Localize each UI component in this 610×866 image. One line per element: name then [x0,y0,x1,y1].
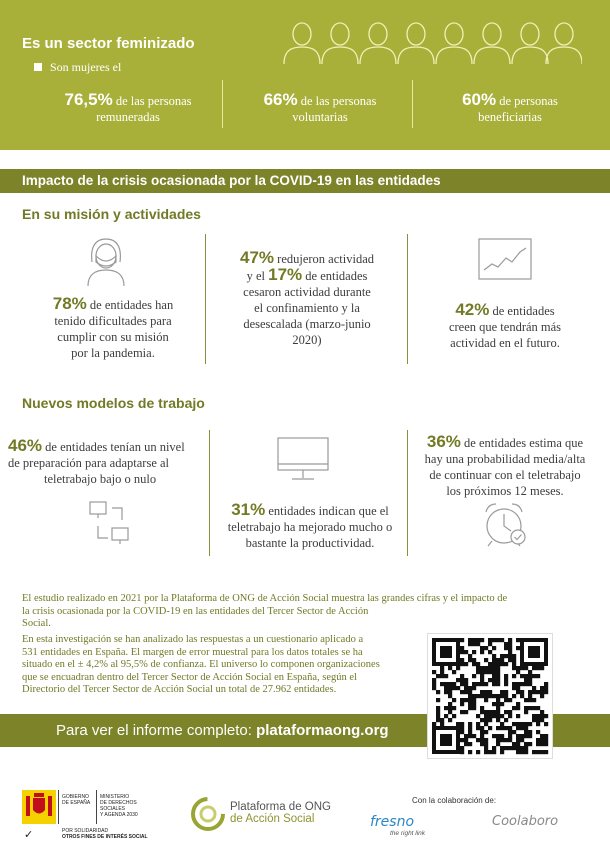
stat-paid: 76,5% de las personas remuneradas [64,90,192,124]
sector-subtitle: Son mujeres el [34,60,121,75]
people-silhouettes-icon [282,20,582,64]
stat-beneficiary: 60% de personas beneficiarias [462,90,558,124]
ministry-text-3: Y AGENDA 2030 [100,812,138,818]
coolaboro-logo [492,814,572,838]
gov-text-1: GOBIERNO [62,794,89,800]
study-paragraph-1: El estudio realizado en 2021 por la Plataforma de ONG de Acción Social muestra las grandes cifras y el impacto de la crisis ocasionada por la COVID-19 en las entidades del Tercer Sector de Acción Social. [22,593,508,630]
stat-productivity: 31% entidades indican que el teletrabajo ha mejorado mucho o bastante la productividad. [227,500,393,550]
monitor-icon [276,436,330,482]
coolaboro-text: Coolaboro [492,814,559,829]
devices-sync-icon [88,500,132,546]
ministry-text-1: MINISTERIO [100,794,130,800]
qr-code-image [428,634,552,758]
sector-title: Es un sector feminizado [22,35,195,52]
report-link[interactable]: plataformaong.org [256,722,389,739]
cta-text: Para ver el informe completo: plataformaong.org [56,722,389,739]
fresno-tagline: the right link [390,830,426,837]
plataforma-ong-mark-icon [190,796,226,832]
rising-chart-icon [478,238,532,280]
pong-text-2: de Acción Social [230,813,315,825]
divider [407,430,408,556]
government-of-spain-logo [22,790,150,840]
divider [205,234,206,364]
stat-mission-difficulties: 78% de entidades han tenido dificultades para cumplir con su misión por la pandemia. [52,294,174,360]
divider [222,80,223,128]
checkbox-mark-icon: ✓ [24,829,34,841]
impact-section-bar [0,169,610,193]
work-heading: Nuevos modelos de trabajo [22,395,205,411]
alarm-clock-icon [480,500,530,548]
bullet-icon [34,63,42,71]
divider [407,234,408,364]
solidarity-text-2: OTROS FINES DE INTERÉS SOCIAL [62,834,148,840]
collaboration-label: Con la colaboración de: [412,796,497,805]
coat-of-arms-block [22,790,56,824]
ministry-text-2: DE DERECHOS SOCIALES [100,800,137,812]
stat-continue-telework: 36% de entidades estima que hay una probabilidad media/alta de continuar con el teletrabajo los próximos 12 meses. [424,432,586,498]
divider [412,80,413,128]
mission-heading: En su misión y actividades [22,206,201,222]
qr-code[interactable] [427,633,553,759]
coat-of-arms-icon [22,790,56,824]
fresno-text: fresno [370,814,415,830]
masked-person-icon [84,236,128,286]
solidarity-text-1: POR SOLIDARIDAD [62,828,109,834]
plataforma-ong-logo [190,796,360,836]
stat-more-activity: 42% de entidades creen que tendrán más actividad en el futuro. [448,300,562,350]
pong-text-1: Plataforma de ONG [230,801,331,813]
stat-telework-readiness: 46% de entidades tenían un nivel de preparación para adaptarse al teletrabajo bajo o nulo [8,436,185,486]
study-paragraph-2: En esta investigación se han analizado las respuestas a un cuestionario aplicado a 531 entidades en España. El margen de error muestral para los datos totales se ha situado en el ± 4,2% al 95,5% de confianza. El universo lo componen organizaciones que se encuadran dentro del Tercer Sector de Acción Social en España, según el Directorio del Tercer Sector de Acción Social un total de 27.962 entidades. [22,634,380,696]
divider [209,430,210,556]
stat-reduced-activity: 47% redujeron actividad y el 17% de entidades cesaron actividad durante el confinamiento y la desescalada (marzo-junio 2020) [240,248,374,347]
feminized-sector-banner [0,0,610,150]
gov-text-2: DE ESPAÑA [62,800,91,806]
fresno-logo [370,814,440,844]
stat-volunteer: 66% de las personas voluntarias [263,90,377,124]
impact-title: Impacto de la crisis ocasionada por la COVID-19 en las entidades [22,173,441,188]
